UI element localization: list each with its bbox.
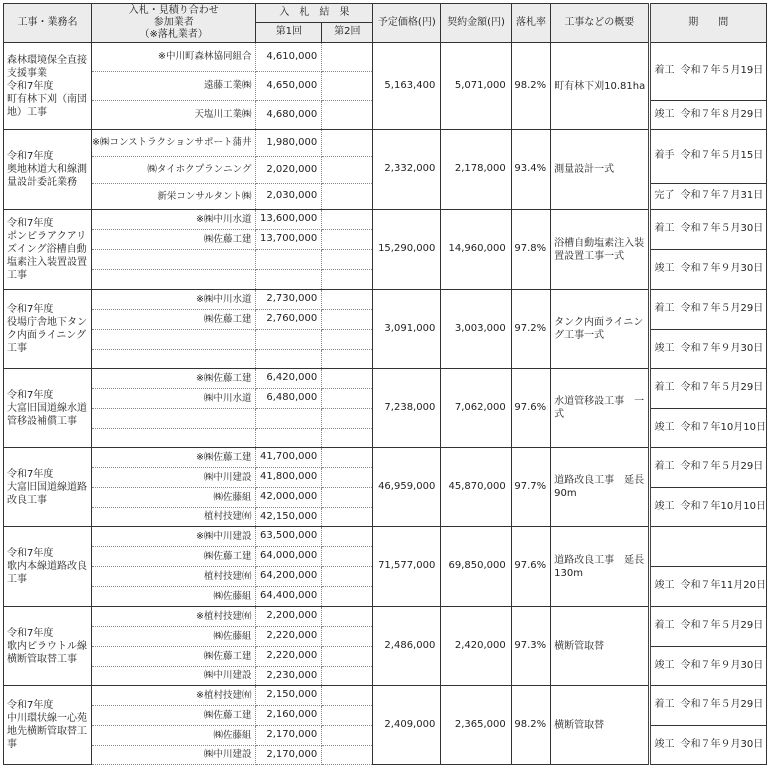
- period-date: 令和７年９月30日: [680, 342, 764, 354]
- project-name: [4, 527, 92, 607]
- bidder-name: ㈱タイホクプランニング: [91, 157, 256, 184]
- bid-round2: [322, 101, 373, 130]
- bid-round2: [322, 310, 373, 330]
- table-row: [4, 527, 767, 547]
- project-name-line: 歌内本線道路改良工事: [7, 561, 87, 585]
- header-summary: 工事などの概要: [551, 4, 649, 43]
- bid-round1: 2,230,000: [256, 667, 322, 686]
- bid-round1: 64,400,000: [256, 587, 322, 607]
- header-bidders: [91, 4, 256, 43]
- bidder-name: [91, 270, 256, 290]
- bidder-name: ※㈱佐藤工建: [91, 448, 256, 468]
- period-end: [649, 647, 767, 686]
- period-label: 竣工: [654, 108, 675, 120]
- period-label: 竣工: [654, 342, 675, 354]
- header-bidders-line2: 参加業者: [153, 17, 194, 28]
- bid-round1: 63,500,000: [256, 527, 322, 547]
- period-start: [649, 210, 767, 250]
- bid-table-body: [4, 43, 767, 765]
- bidder-name: [91, 330, 256, 350]
- bid-round2: [322, 627, 373, 647]
- bid-results-table: [3, 3, 767, 765]
- bid-round1: 4,610,000: [256, 43, 322, 72]
- project-name-line: 役場庁舎地下タンク内面ライニング工事: [7, 317, 87, 354]
- period-label: 竣工: [654, 421, 675, 433]
- estimate-price: 46,959,000: [373, 448, 441, 527]
- bid-round2: [322, 350, 373, 369]
- bid-round1: 2,030,000: [256, 184, 322, 210]
- period-label: 竣工: [654, 263, 675, 275]
- bid-round1: [256, 409, 322, 429]
- header-project: 工事・業務名: [4, 4, 92, 43]
- project-name-line: 中川環状線一心苑地先横断管取替工事: [7, 713, 87, 750]
- bidder-name: ※㈱中川建設: [91, 527, 256, 547]
- award-rate: 97.6%: [511, 369, 550, 448]
- award-rate: 98.2%: [511, 43, 550, 130]
- award-rate: 97.2%: [511, 290, 550, 369]
- period-label: 竣工: [654, 738, 675, 750]
- period-start: [649, 43, 767, 101]
- award-rate: 97.8%: [511, 210, 550, 290]
- period-label: 着工: [654, 223, 675, 235]
- bidder-name: 新栄コンサルタント㈱: [91, 184, 256, 210]
- bid-round1: 64,000,000: [256, 547, 322, 567]
- project-name-line: ポンピラアクアリズイング浴槽自動塩素注入装置設置工事: [7, 231, 87, 281]
- bid-round2: [322, 567, 373, 587]
- bid-round1: [256, 350, 322, 369]
- period-date: 令和７年５月30日: [680, 223, 764, 235]
- period-end: [649, 101, 767, 130]
- bidder-name: ※㈱中川水道: [91, 210, 256, 230]
- period-date: 令和７年10月10日: [680, 421, 766, 433]
- period-date: 令和７年５月29日: [680, 461, 764, 473]
- bid-round1: 2,170,000: [256, 746, 322, 765]
- bid-round2: [322, 647, 373, 667]
- project-name: [4, 448, 92, 527]
- bid-round1: 2,200,000: [256, 607, 322, 627]
- bid-round1: 13,600,000: [256, 210, 322, 230]
- bid-round1: 6,420,000: [256, 369, 322, 389]
- project-name-line: 町有林下刈（南団地）工事: [7, 93, 87, 118]
- header-estimate: 予定価格(円): [373, 4, 441, 43]
- bidder-name: ㈱佐藤組: [91, 726, 256, 746]
- period-label: 着工: [654, 303, 675, 315]
- bid-round2: [322, 468, 373, 488]
- bid-round1: 4,650,000: [256, 72, 322, 101]
- header-contract: 契約金額(円): [441, 4, 511, 43]
- bid-round1: 41,700,000: [256, 448, 322, 468]
- bid-round1: 13,700,000: [256, 230, 322, 250]
- bidder-name: ※植村技建㈲: [91, 607, 256, 627]
- bid-round2: [322, 157, 373, 184]
- header-bidders-line1: 入札・見積り合わせ: [128, 5, 219, 16]
- bid-round1: 4,680,000: [256, 101, 322, 130]
- bidder-name: ㈱佐藤工建: [91, 647, 256, 667]
- contract-amount: 2,178,000: [441, 130, 511, 210]
- bid-round1: 42,150,000: [256, 508, 322, 527]
- bid-round2: [322, 726, 373, 746]
- bid-round1: 2,730,000: [256, 290, 322, 310]
- bid-round2: [322, 184, 373, 210]
- period-date: 令和７年８月29日: [680, 108, 764, 120]
- bid-round1: [256, 270, 322, 290]
- project-name-line: 令和7年度: [7, 700, 54, 711]
- work-summary: 水道管移設工事 一式: [551, 369, 649, 448]
- project-name: [4, 607, 92, 686]
- period-date: 令和７年９月30日: [680, 263, 764, 275]
- estimate-price: 71,577,000: [373, 527, 441, 607]
- project-name-line: 令和7年度: [7, 389, 54, 401]
- bidder-name: ㈱佐藤工建: [91, 310, 256, 330]
- bid-round2: [322, 527, 373, 547]
- project-name-line: 令和7年度: [7, 304, 54, 315]
- project-name-line: 森林環境保全直接支援事業: [7, 54, 87, 79]
- bid-round2: [322, 230, 373, 250]
- table-row: [4, 369, 767, 389]
- bid-round1: 2,160,000: [256, 706, 322, 726]
- contract-amount: 2,420,000: [441, 607, 511, 686]
- bid-round2: [322, 508, 373, 527]
- bid-round2: [322, 270, 373, 290]
- period-label: 着工: [654, 620, 675, 632]
- estimate-price: 5,163,400: [373, 43, 441, 130]
- bidder-name: 遠藤工業㈱: [91, 72, 256, 101]
- bidder-name: 天塩川工業㈱: [91, 101, 256, 130]
- work-summary: 横断管取替: [551, 686, 649, 765]
- bidder-name: ※㈱中川水道: [91, 290, 256, 310]
- bidder-name: ※中川町森林協同組合: [91, 43, 256, 72]
- period-date: 令和７年５月29日: [680, 699, 764, 711]
- header-results: 入 札 結 果: [256, 4, 373, 23]
- table-row: [4, 130, 767, 157]
- project-name-line: 歌内ピラウトル線横断管取替工事: [7, 640, 87, 665]
- project-name: [4, 130, 92, 210]
- bidder-name: ㈱佐藤工建: [91, 547, 256, 567]
- bid-round1: 6,480,000: [256, 389, 322, 409]
- period-end: [649, 330, 767, 369]
- bid-round2: [322, 547, 373, 567]
- period-label: 竣工: [654, 500, 675, 512]
- table-row: [4, 43, 767, 72]
- bid-round1: 64,200,000: [256, 567, 322, 587]
- bidder-name: [91, 429, 256, 448]
- work-summary: 町有林下刈10.81ha: [551, 43, 649, 130]
- bidder-name: 植村技建㈲: [91, 567, 256, 587]
- period-end: [649, 409, 767, 448]
- estimate-price: 15,290,000: [373, 210, 441, 290]
- bid-round1: [256, 250, 322, 270]
- project-name: [4, 369, 92, 448]
- period-date: 令和７年９月30日: [680, 659, 764, 671]
- period-label: 竣工: [654, 659, 675, 671]
- bid-round1: 2,760,000: [256, 310, 322, 330]
- bid-round1: 41,800,000: [256, 468, 322, 488]
- period-date: 令和７年10月10日: [680, 500, 766, 512]
- period-start: [649, 290, 767, 330]
- bidder-name: ㈱佐藤組: [91, 587, 256, 607]
- bidder-name: ㈱佐藤工建: [91, 706, 256, 726]
- work-summary: 浴槽自動塩素注入装置設置工事一式: [551, 210, 649, 290]
- bid-round2: [322, 389, 373, 409]
- period-label: 着工: [654, 461, 675, 473]
- period-end: [649, 488, 767, 527]
- period-end: [649, 184, 767, 210]
- project-name-line: 令和7年度: [7, 468, 54, 480]
- period-date: 令和７年９月30日: [680, 738, 764, 750]
- table-row: [4, 290, 767, 310]
- bid-round2: [322, 488, 373, 508]
- award-rate: 97.6%: [511, 527, 550, 607]
- award-rate: 93.4%: [511, 130, 550, 210]
- period-date: 令和７年５月15日: [680, 150, 764, 162]
- bid-round2: [322, 746, 373, 765]
- bidder-name: [91, 250, 256, 270]
- bidder-name: ㈱佐藤組: [91, 488, 256, 508]
- period-start: [649, 607, 767, 647]
- contract-amount: 14,960,000: [441, 210, 511, 290]
- bid-round1: 2,220,000: [256, 647, 322, 667]
- bid-round2: [322, 210, 373, 230]
- period-start: [649, 686, 767, 726]
- bid-round2: [322, 409, 373, 429]
- bid-round2: [322, 448, 373, 468]
- work-summary: 道路改良工事 延長130m: [551, 527, 649, 607]
- bid-round2: [322, 667, 373, 686]
- bidder-name: ※㈱佐藤工建: [91, 369, 256, 389]
- header-rate: 落札率: [511, 4, 550, 43]
- bidder-name: 植村技建㈲: [91, 508, 256, 527]
- estimate-price: 2,409,000: [373, 686, 441, 765]
- project-name: [4, 43, 92, 130]
- project-name-line: 奥地林道大和線測量設計委託業務: [7, 164, 87, 188]
- bid-round2: [322, 130, 373, 157]
- contract-amount: 69,850,000: [441, 527, 511, 607]
- period-label: 完了: [654, 190, 675, 202]
- bidder-name: ㈱中川水道: [91, 389, 256, 409]
- project-name-line: 令和7年度: [7, 548, 54, 559]
- period-date: 令和７年７月31日: [680, 190, 764, 202]
- bidder-name: [91, 350, 256, 369]
- bid-round2: [322, 330, 373, 350]
- period-start: [649, 130, 767, 184]
- bid-round1: 42,000,000: [256, 488, 322, 508]
- bid-round2: [322, 706, 373, 726]
- project-name-line: 令和7年度: [7, 151, 54, 162]
- estimate-price: 2,332,000: [373, 130, 441, 210]
- award-rate: 97.7%: [511, 448, 550, 527]
- contract-amount: 7,062,000: [441, 369, 511, 448]
- bid-round1: 1,980,000: [256, 130, 322, 157]
- bidder-name: ㈱中川建設: [91, 468, 256, 488]
- bid-round1: 2,220,000: [256, 627, 322, 647]
- header-period: 期 間: [649, 4, 767, 43]
- period-start: [649, 527, 767, 567]
- project-name: [4, 290, 92, 369]
- table-row: [4, 448, 767, 468]
- award-rate: 98.2%: [511, 686, 550, 765]
- estimate-price: 3,091,000: [373, 290, 441, 369]
- work-summary: 横断管取替: [551, 607, 649, 686]
- bid-round1: 2,020,000: [256, 157, 322, 184]
- bid-round2: [322, 429, 373, 448]
- project-name-line: 令和7年度: [7, 80, 54, 92]
- header-round2: 第2回: [322, 23, 373, 43]
- contract-amount: 45,870,000: [441, 448, 511, 527]
- period-label: 着工: [654, 699, 675, 711]
- project-name: [4, 210, 92, 290]
- period-start: [649, 369, 767, 409]
- contract-amount: 2,365,000: [441, 686, 511, 765]
- bid-round2: [322, 369, 373, 389]
- period-label: 着工: [654, 382, 675, 394]
- bid-round2: [322, 290, 373, 310]
- project-name-line: 大富旧国道線道路改良工事: [7, 481, 87, 506]
- bid-round2: [322, 587, 373, 607]
- period-date: 令和７年５月29日: [680, 303, 764, 315]
- period-label: 竣工: [654, 580, 675, 592]
- period-end: [649, 250, 767, 290]
- estimate-price: 7,238,000: [373, 369, 441, 448]
- bid-round1: 2,170,000: [256, 726, 322, 746]
- bid-round2: [322, 43, 373, 72]
- bidder-name: ※㈱コンストラクションサポート蒲井: [91, 130, 256, 157]
- period-label: 着工: [654, 65, 675, 77]
- bidder-name: ㈱佐藤工建: [91, 230, 256, 250]
- header-bidders-line3: （※落札業者）: [139, 29, 208, 40]
- period-start: [649, 448, 767, 488]
- period-date: 令和７年５月29日: [680, 382, 764, 394]
- period-date: 令和７年５月29日: [680, 620, 764, 632]
- work-summary: 道路改良工事 延長90m: [551, 448, 649, 527]
- period-date: 令和７年５月19日: [680, 65, 764, 77]
- period-end: [649, 567, 767, 607]
- bid-round2: [322, 72, 373, 101]
- award-rate: 97.3%: [511, 607, 550, 686]
- contract-amount: 5,071,000: [441, 43, 511, 130]
- bid-round1: [256, 330, 322, 350]
- header-round1: 第1回: [256, 23, 322, 43]
- bidder-name: ※植村技建㈲: [91, 686, 256, 706]
- bid-round2: [322, 250, 373, 270]
- project-name-line: 大富旧国道線水道管移設補償工事: [7, 402, 87, 427]
- project-name-line: 令和7年度: [7, 218, 54, 229]
- project-name-line: 令和7年度: [7, 627, 54, 639]
- bid-round2: [322, 607, 373, 627]
- project-name: [4, 686, 92, 765]
- period-date: 令和７年11月20日: [680, 580, 766, 592]
- work-summary: タンク内面ライニング工事一式: [551, 290, 649, 369]
- bid-round1: [256, 429, 322, 448]
- period-label: 着手: [654, 150, 675, 162]
- estimate-price: 2,486,000: [373, 607, 441, 686]
- bidder-name: ㈱中川建設: [91, 746, 256, 765]
- table-row: [4, 686, 767, 706]
- work-summary: 測量設計一式: [551, 130, 649, 210]
- table-row: [4, 210, 767, 230]
- bid-round2: [322, 686, 373, 706]
- bidder-name: ㈱佐藤組: [91, 627, 256, 647]
- bidder-name: [91, 409, 256, 429]
- bid-round1: 2,150,000: [256, 686, 322, 706]
- contract-amount: 3,003,000: [441, 290, 511, 369]
- table-row: [4, 607, 767, 627]
- bidder-name: ㈱中川建設: [91, 667, 256, 686]
